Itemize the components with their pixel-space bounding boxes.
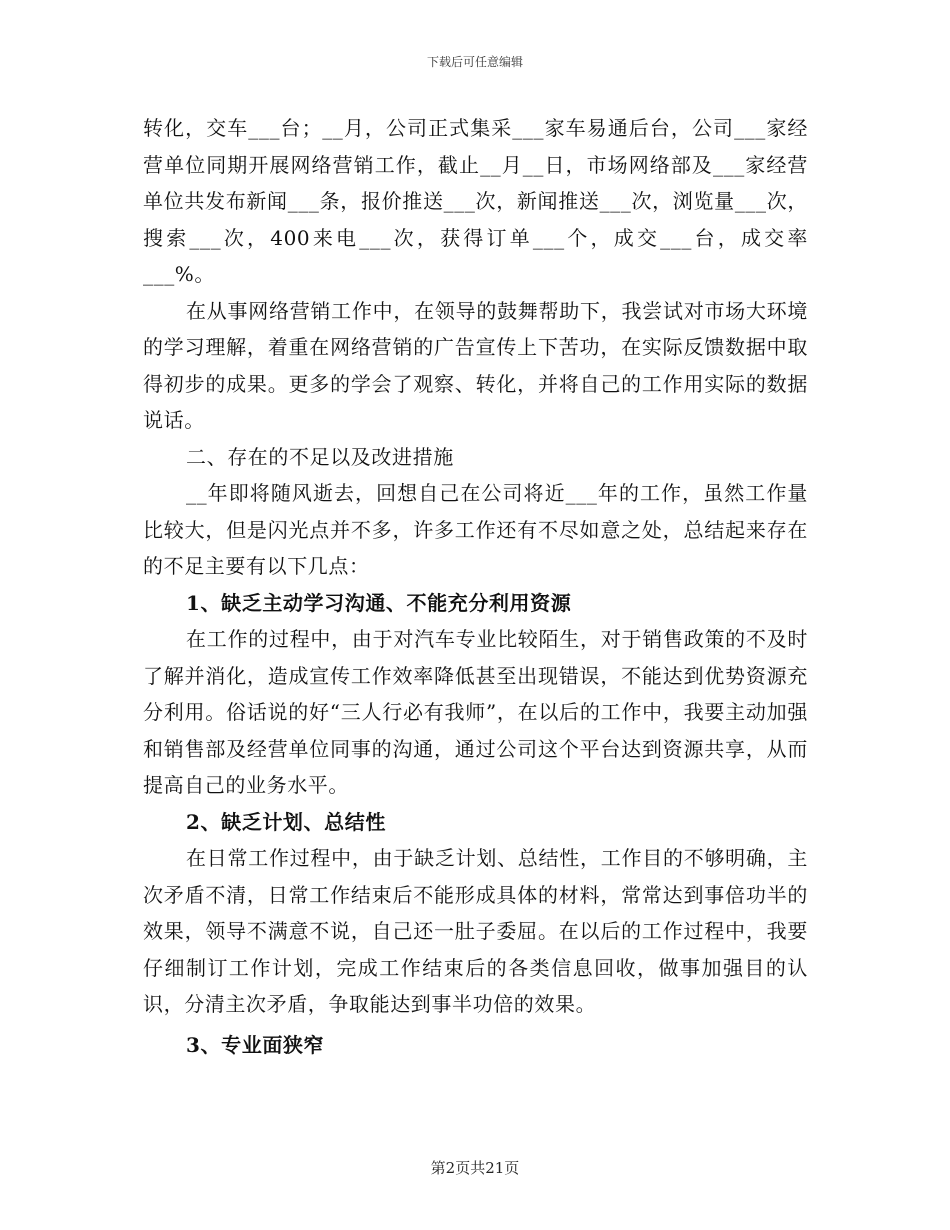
page-footer: 第2页共21页 — [430, 1159, 520, 1177]
document-body — [143, 110, 808, 1063]
heading-point-1: 1、缺乏主动学习沟通、不能充分利用资源 — [186, 590, 572, 615]
paragraph-statistics: 转化，交车___台；__月，公司正式集采___家车易通后台，公司___家经营单位同期开展网络营销工作，截止__月__日，市场网络部及___家经营单位共发布新闻___条，报价推送___次，新闻推送___次，浏览量___次，搜索___次，400来电___次，获得订单___个，成交___台，成交率___%。 — [143, 116, 808, 286]
paragraph-year-review: __年即将随风逝去，回想自己在公司将近___年的工作，虽然工作量比较大，但是闪光点并不多，许多工作还有不尽如意之处，总结起来存在的不足主要有以下几点： — [143, 481, 808, 578]
heading-point-3: 3、专业面狭窄 — [186, 1032, 325, 1057]
heading-point-2: 2、缺乏计划、总结性 — [186, 809, 386, 834]
section-title-shortcomings: 二、存在的不足以及改进措施 — [186, 444, 454, 469]
page-header: 下载后可任意编辑 — [426, 55, 523, 69]
paragraph-point-2: 在日常工作过程中，由于缺乏计划、总结性，工作目的不够明确，主次矛盾不清，日常工作结束后不能形成具体的材料，常常达到事倍功半的效果，领导不满意不说，自己还一肚子委屈。在以后的工作过程中，我要仔细制订工作计划，完成工作结束后的各类信息回收，做事加强目的认识，分清主次矛盾，争取能达到事半功倍的效果。 — [143, 846, 808, 1016]
paragraph-point-1: 在工作的过程中，由于对汽车专业比较陌生，对于销售政策的不及时了解并消化，造成宣传工作效率降低甚至出现错误，不能达到优势资源充分利用。俗话说的好“三人行必有我师”，在以后的工作中，我要主动加强和销售部及经营单位同事的沟通，通过公司这个平台达到资源共享，从而提高自己的业务水平。 — [143, 627, 808, 797]
paragraph-network-marketing: 在从事网络营销工作中，在领导的鼓舞帮助下，我尝试对市场大环境的学习理解，着重在网络营销的广告宣传上下苦功，在实际反馈数据中取得初步的成果。更多的学会了观察、转化，并将自己的工作用实际的数据说话。 — [143, 298, 808, 432]
